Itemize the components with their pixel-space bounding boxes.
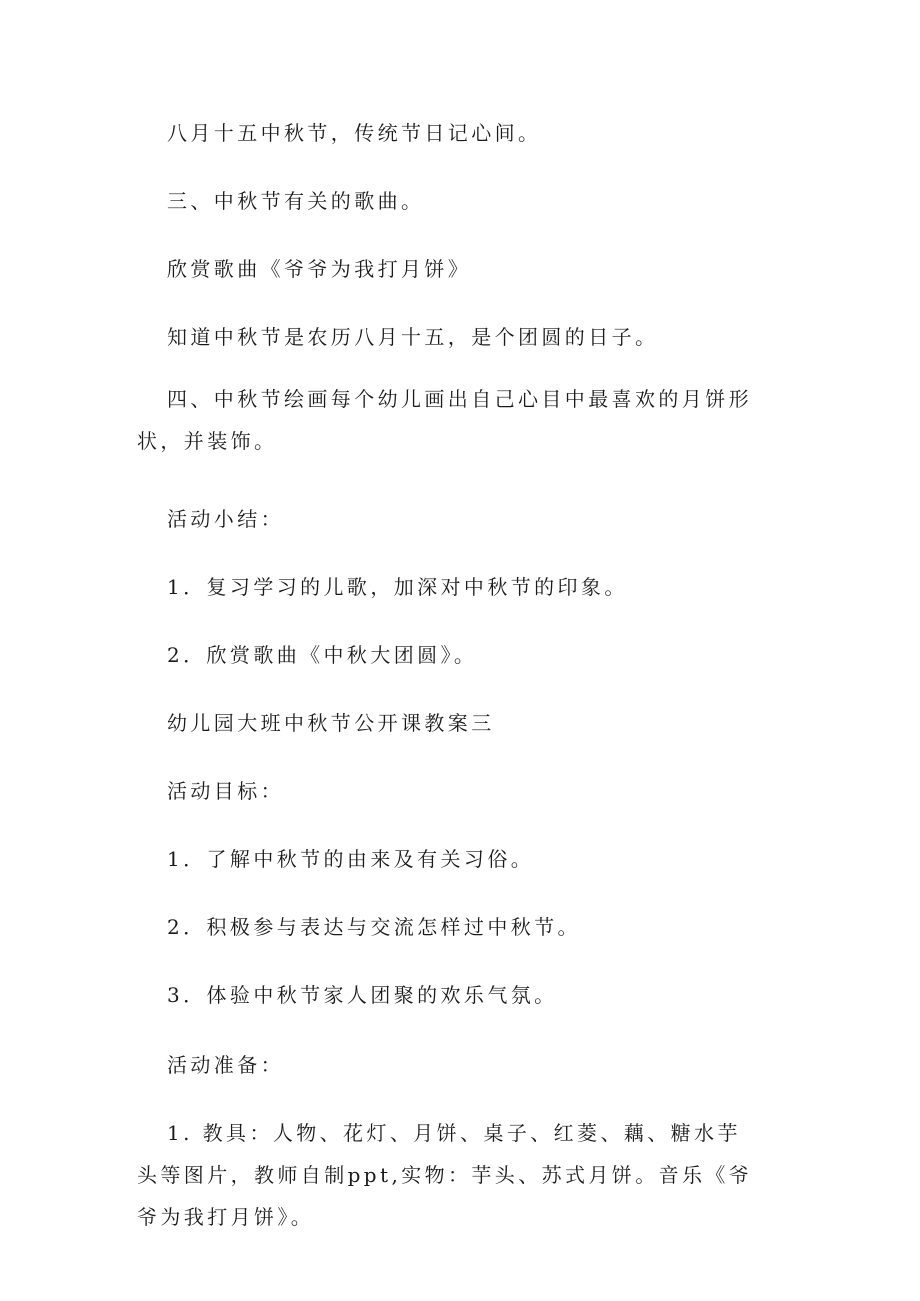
list-item-goal-1: 1．了解中秋节的由来及有关习俗。 <box>167 847 535 871</box>
list-item-summary-1: 1．复习学习的儿歌，加深对中秋节的印象。 <box>167 575 628 599</box>
list-item-summary-2: 2．欣赏歌曲《中秋大团圆》。 <box>167 643 478 667</box>
paragraph-poem-line: 八月十五中秋节，传统节日记心间。 <box>167 121 542 145</box>
paragraph-festival-date: 知道中秋节是农历八月十五，是个团圆的日子。 <box>167 325 659 349</box>
heading-activity-goals: 活动目标： <box>167 779 284 803</box>
list-item-goal-3: 3．体验中秋节家人团聚的欢乐气氛。 <box>167 983 558 1007</box>
list-item-goal-2: 2．积极参与表达与交流怎样过中秋节。 <box>167 915 581 939</box>
heading-activity-summary: 活动小结： <box>167 507 284 531</box>
heading-activity-preparation: 活动准备： <box>167 1053 284 1077</box>
section-heading-drawing: 四、中秋节绘画每个幼儿画出自己心目中最喜欢的月饼形状，并装饰。 <box>137 387 752 453</box>
section-heading-songs: 三、中秋节有关的歌曲。 <box>167 189 425 213</box>
paragraph-song-appreciation: 欣赏歌曲《爷爷为我打月饼》 <box>167 257 472 281</box>
lesson-title: 幼儿园大班中秋节公开课教案三 <box>167 711 495 735</box>
list-item-preparation-1: 1. 教具：人物、花灯、月饼、桌子、红菱、藕、糖水芋头等图片，教师自制ppt,实物：芋头、苏式月饼。音乐《爷爷为我打月饼》。 <box>137 1121 753 1229</box>
